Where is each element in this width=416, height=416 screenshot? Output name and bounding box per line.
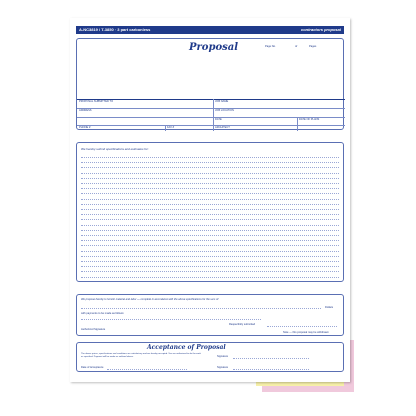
form-header-bar [76, 26, 344, 34]
acceptance-section [76, 342, 344, 372]
form-code: A-NC3819 / T-3850 · 3 part carbonless [79, 27, 151, 32]
of-label: of [295, 45, 298, 48]
spec-line [81, 188, 339, 189]
phone-label: PHONE # [79, 126, 91, 129]
info-section [76, 38, 344, 130]
date-of-acceptance-label: Date of Acceptance [81, 366, 104, 369]
propose-intro: We propose hereby to furnish material and labor — complete in accordance with the above specifications for the sum of: [81, 298, 219, 301]
spec-line [81, 230, 339, 231]
signature-label-1: Signature [217, 355, 229, 358]
address-label: ADDRESS [79, 109, 92, 112]
spec-line [81, 240, 339, 241]
pages-label: Pages [309, 45, 317, 48]
spec-line [81, 271, 339, 272]
spec-line [81, 209, 339, 210]
spec-line [81, 214, 339, 215]
spec-line [81, 167, 339, 168]
spec-line [81, 251, 339, 252]
form-type-label: contractors proposal [300, 27, 341, 32]
note-withdrawn: Note — this proposal may be withdrawn [283, 331, 329, 334]
spec-line [81, 183, 339, 184]
job-location-label: JOB LOCATION [215, 109, 234, 112]
submitted-to-label: PROPOSAL SUBMITTED TO [79, 100, 114, 103]
spec-line [81, 235, 339, 236]
signature-label-2: Signature [217, 366, 229, 369]
acceptance-text: The above prices, specifications and conditions are satisfactory and are hereby accepted. You are authorized to do the work as specified. Payment will be made as outlined above. [81, 353, 201, 358]
spec-line [81, 277, 339, 278]
specifications-section [76, 142, 344, 282]
page-label: Page No. [265, 45, 276, 48]
spec-line [81, 157, 339, 158]
form-title: Proposal [189, 42, 239, 53]
acceptance-title: Acceptance of Proposal [147, 344, 226, 351]
spec-line [81, 245, 339, 246]
spec-line [81, 162, 339, 163]
spec-line [81, 266, 339, 267]
spec-line [81, 173, 339, 174]
spec-line [81, 219, 339, 220]
respectfully-label: Respectfully submitted [229, 323, 256, 326]
fax-label: FAX # [167, 126, 175, 129]
job-name-label: JOB NAME [215, 100, 229, 103]
spec-line [81, 256, 339, 257]
specs-intro: We hereby submit specifications and estimates for: [81, 147, 149, 151]
spec-line [81, 199, 339, 200]
payment-label: with payments to be made as follows: [81, 312, 125, 315]
spec-line [81, 204, 339, 205]
spec-line [81, 178, 339, 179]
authorized-label: Authorized Signature [81, 328, 106, 331]
date-label: DATE [215, 118, 222, 121]
propose-section [76, 294, 344, 336]
spec-line [81, 225, 339, 226]
spec-line [81, 261, 339, 262]
proposal-form-sheet [70, 18, 350, 382]
architect-label: ARCHITECT [215, 126, 230, 129]
dollars-label: Dollars [325, 306, 334, 309]
date-of-plans-label: DATE OF PLANS [299, 118, 320, 121]
spec-line [81, 193, 339, 194]
